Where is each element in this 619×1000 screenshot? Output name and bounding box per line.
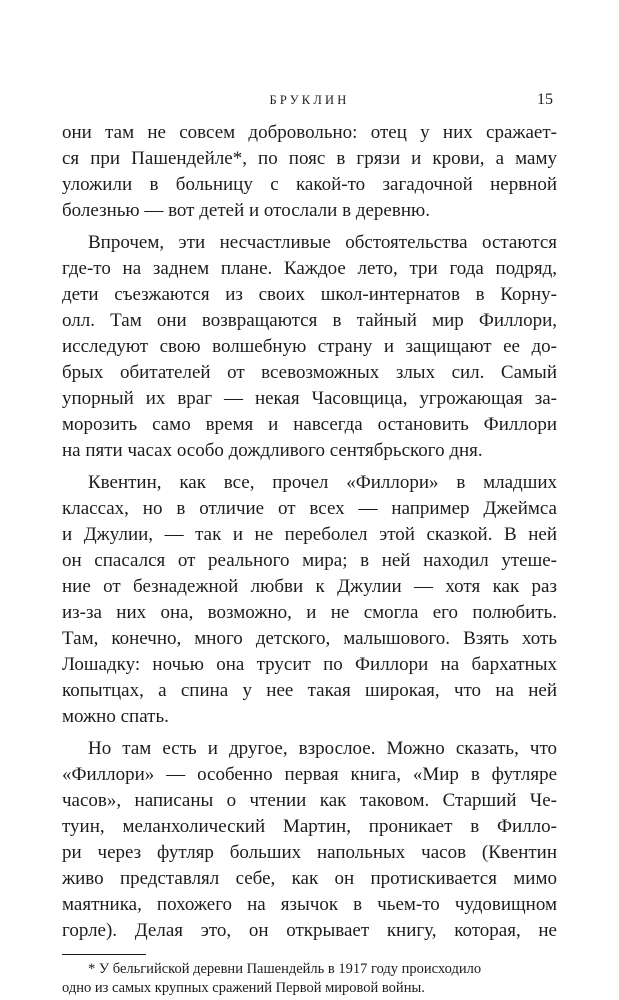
text-line: Лошадку: ночью она трусит по Филлори на бархатных (62, 654, 557, 675)
text-line: где-то на заднем плане. Каждое лето, три года подряд, (62, 258, 557, 279)
running-head (62, 90, 557, 110)
text-line: упорный их враг — некая Часовщица, угрожающая за- (62, 388, 557, 409)
text-line: дети съезжаются из своих школ-интернатов в Корну- (62, 284, 557, 305)
text-line: они там не совсем добровольно: отец у них сражает- (62, 122, 557, 143)
text-line: ри через футляр больших напольных часов (Квентин (62, 842, 557, 863)
text-line: исследуют свою волшебную страну и защищают ее до- (62, 336, 557, 357)
paragraph-first-line: Квентин, как все, прочел «Филлори» в младших (88, 472, 557, 493)
footnote-line: * У бельгийской деревни Пашендейль в 1917 году происходило (88, 961, 482, 977)
text-line: классах, но в отличие от всех — например Джеймса (62, 498, 557, 519)
text-line: и Джулии, — так и не переболел этой сказкой. В ней (62, 524, 557, 545)
paragraph-first-line: Но там есть и другое, взрослое. Можно сказать, что (88, 738, 557, 759)
paragraph-first-line: Впрочем, эти несчастливые обстоятельства остаются (88, 232, 557, 253)
text-line: маятника, похожего на язычок в чьем-то чудовищном (62, 894, 557, 915)
running-title: БРУКЛИН (269, 93, 350, 107)
text-line: ние от безнадежной любви к Джулии — хотя как раз (62, 576, 557, 597)
text-line: Там, конечно, много детского, малышового. Взять хоть (62, 628, 557, 649)
text-line: копытцах, а спина у нее такая широкая, что на ней (62, 680, 557, 701)
paragraph-last-line: можно спать. (62, 706, 169, 727)
text-line: из-за них она, возможно, и не смогла его полюбить. (62, 602, 557, 623)
paragraph-last-line: болезнью — вот детей и отослали в деревню. (62, 200, 430, 221)
page-number: 15 (537, 91, 553, 108)
text-line: уложили в больницу с какой-то загадочной нервной (62, 174, 557, 195)
text-line: горле). Делая это, он открывает книгу, которая, не (62, 920, 557, 941)
text-line: морозить само время и навсегда остановить Филлори (62, 414, 557, 435)
text-line: он спасался от реального мира; в ней находил утеше- (62, 550, 557, 571)
text-line: туин, меланхолический Мартин, проникает в Филло- (62, 816, 557, 837)
paragraph-last-line: на пяти часах особо дождливого сентябрьского дня. (62, 440, 483, 461)
text-line: брых обитателей от всевозможных злых сил. Самый (62, 362, 557, 383)
text-line: олл. Там они возвращаются в тайный мир Филлори, (62, 310, 557, 331)
footnote-line: одно из самых крупных сражений Первой мировой войны. (62, 980, 425, 996)
text-line: «Филлори» — особенно первая книга, «Мир в футляре (62, 764, 557, 785)
text-line: ся при Пашендейле*, по пояс в грязи и крови, а маму (62, 148, 557, 169)
footnote-divider (62, 954, 146, 955)
text-line: живо представлял себе, как он протискивается мимо (62, 868, 557, 889)
text-line: часов», написаны о чтении как таковом. Старший Че- (62, 790, 557, 811)
book-page (62, 0, 557, 1000)
